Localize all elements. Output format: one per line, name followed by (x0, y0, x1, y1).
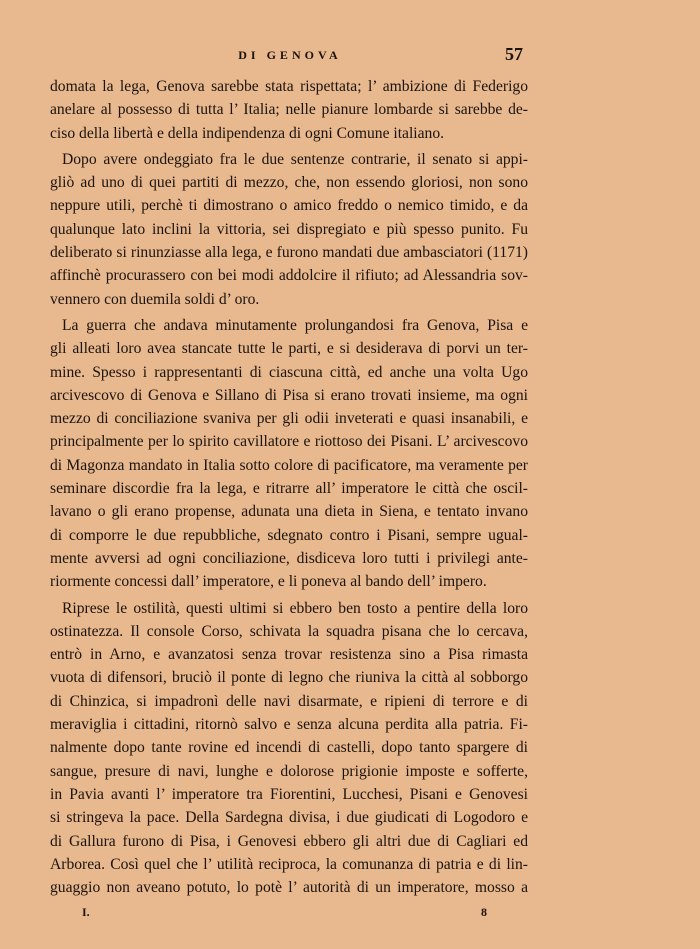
paragraph (50, 314, 528, 594)
text-line: si stringeva la pace. Della Sardegna divisa, i due giudicati di Logodoro e (50, 809, 528, 827)
text-line: vennero con duemila soldi d’ oro. (50, 290, 260, 308)
text-line: meraviglia i cittadini, ritornò salvo e senza alcuna perdita alla patria. Fi- (50, 716, 528, 734)
text-line: deliberato si rinunziasse alla lega, e furono mandati due ambasciatori (1171) (50, 244, 528, 262)
paragraph (50, 148, 528, 311)
running-title: DI GENOVA (238, 48, 342, 62)
text-line: principalmente per lo spirito cavillatore e riottoso dei Pisani. L’ arcivescovo (50, 433, 528, 451)
text-line: affinchè procurassero con bei modi addolcire il rifiuto; ad Alessandria sov- (50, 267, 528, 285)
body-text (50, 75, 528, 899)
text-line: guaggio non aveano potuto, lo potè l’ autorità di un imperatore, mosso a (50, 879, 528, 897)
text-line: La guerra che andava minutamente prolungandosi fra Genova, Pisa e (62, 316, 528, 334)
text-line: entrò in Arno, e avanzatosi senza trovar resistenza sino a Pisa rimasta (50, 646, 528, 664)
text-line: anelare al possesso di tutta l’ Italia; nelle pianure lombarde si sarebbe de- (50, 101, 528, 119)
text-line: di Chinzica, si impadronì delle navi disarmate, e ripieni di terrore e di (50, 692, 528, 710)
text-line: sangue, presure di navi, lunghe e dolorose prigionie imposte e sofferte, (50, 762, 528, 780)
text-line: riormente concessi dall’ imperatore, e li poneva al bando dell’ impero. (50, 573, 487, 591)
text-line: ostinatezza. Il console Corso, schivata la squadra pisana che lo cercava, (50, 622, 528, 640)
text-line: ciso della libertà e della indipendenza di ogni Comune italiano. (50, 124, 445, 142)
page-footer (0, 905, 700, 925)
text-line: Arborea. Così quel che l’ utilità reciproca, la comunanza di patria e di lin- (50, 855, 528, 873)
text-line: arcivescovo di Genova e Sillano di Pisa si erano trovati insieme, ma ogni (50, 386, 528, 404)
text-line: domata la lega, Genova sarebbe stata rispettata; l’ ambizione di Federigo (50, 78, 528, 95)
text-line: mente avversi ad ogni conciliazione, disdiceva loro tutti i privilegi ante- (50, 549, 528, 567)
text-line: lavano o gli erano propense, adunata una dieta in Siena, e tentato invano (50, 503, 528, 521)
text-line: mezzo di conciliazione svaniva per gli odii inveterati e quasi insanabili, e (50, 410, 528, 428)
text-line: neppure utili, perchè ti dimostrano o amico freddo o nemico timido, e da (50, 197, 528, 215)
text-line: vuota di difensori, bruciò il ponte di legno che riuniva la città al sobborgo (50, 669, 528, 687)
text-line: seminare discordie fra la lega, e ritrarre all’ imperatore le città che oscil- (50, 480, 528, 498)
text-line: di comporre le due repubbliche, sdegnato contro i Pisani, sempre ugual- (50, 526, 528, 544)
signature-mark: 8 (481, 905, 487, 919)
running-head (0, 44, 700, 68)
text-line: Riprese le ostilità, questi ultimi si ebbero ben tosto a pentire della loro (62, 599, 528, 617)
text-line: qualunque lato inclini la vittoria, sei dispregiato e più spesso punito. Fu (50, 220, 528, 238)
text-line: gliò ad uno di quei partiti di mezzo, che, non essendo gloriosi, non sono (50, 174, 528, 192)
text-line: mine. Spesso i rappresentanti di ciascuna città, ed anche una volta Ugo (50, 363, 528, 381)
text-line: di Gallura furono di Pisa, i Genovesi ebbero gli altri due di Cagliari ed (50, 832, 528, 850)
text-line: Dopo avere ondeggiato fra le due sentenze contrarie, il senato si appi- (62, 150, 528, 168)
text-line: in Pavia avanti l’ imperatore tra Fiorentini, Lucchesi, Pisani e Genovesi (50, 785, 528, 803)
text-line: nalmente dopo tante rovine ed incendi di castelli, dopo tanto spargere di (50, 739, 528, 757)
paragraph (50, 597, 528, 900)
paragraph (50, 75, 528, 145)
text-line: gli alleati loro avea stancate tutte le parti, e si desiderava di porvi un ter- (50, 340, 528, 358)
page-number: 57 (505, 44, 523, 64)
volume-mark: I. (82, 905, 90, 919)
text-line: di Magonza mandato in Italia sotto colore di pacificatore, ma veramente per (50, 456, 528, 474)
